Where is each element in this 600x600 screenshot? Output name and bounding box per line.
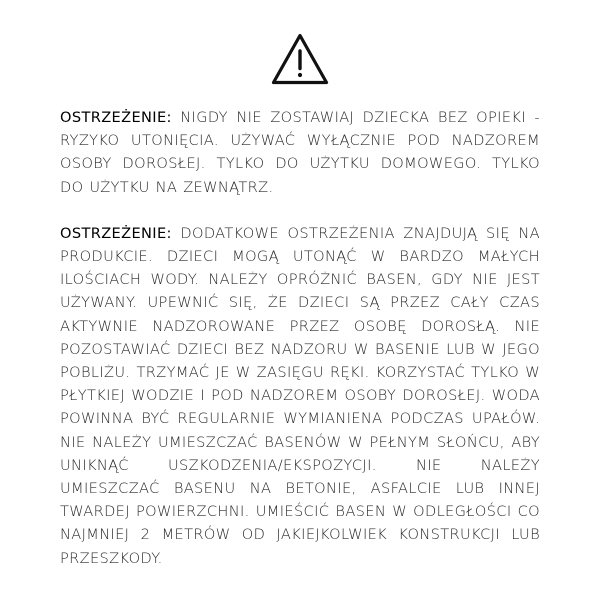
warning-paragraph-2 xyxy=(60,222,540,570)
warning-label: OSTRZEŻENIE: xyxy=(60,109,172,126)
warning-label: OSTRZEŻENIE: xyxy=(60,224,172,242)
warning-paragraph-1 xyxy=(60,106,540,199)
warning-text: NIGDY NIE ZOSTAWIAJ DZIECKA BEZ OPIEKI - RYZYKO UTONIĘCIA. UŻYWAĆ WYŁĄCZNIE POD NADZOREM OSOBY DOROSŁEJ. TYLKO DO UŻYTKU DOMOWEGO. TYLKO DO UŻYTKU NA ZEWNĄTRZ. xyxy=(60,109,540,196)
warning-text: DODATKOWE OSTRZEŻENIA ZNAJDUJĄ SIĘ NA PRODUKCIE. DZIECI MOGĄ UTONĄĆ W BARDZO MAŁYCH ILOŚCIACH WODY. NALEŻY OPRÓŻNIĆ BASEN, GDY NIE JEST UŻYWANY. UPEWNIĆ SIĘ, ŻE DZIECI SĄ PRZEZ CAŁY CZAS AKTYWNIE NADZOROWANE PRZEZ OSOBĘ DOROSŁĄ. NIE POZOSTAWIAĆ DZIECI BEZ NADZORU W BASENIE LUB W JEGO POBLIŻU. TRZYMAĆ JE W ZASIĘGU RĘKI. KORZYSTAĆ TYLKO W PŁYTKIEJ WODZIE I POD NADZOREM OSOBY DOROSŁEJ. WODA POWINNA BYĆ REGULARNIE WYMIANIENA PODCZAS UPAŁÓW. NIE NALEŻY UMIESZCZAĆ BASENÓW W PEŁNYM SŁOŃCU, ABY UNIKNĄĆ USZKODZENIA/EKSPOZYCJI. NIE NALEŻY UMIESZCZAĆ BASENU NA BETONIE, ASFALCIE LUB INNEJ TWARDEJ POWIERZCHNI. UMIEŚCIĆ BASEN W ODLEGŁOŚCI CO NAJMNIEJ 2 METRÓW OD JAKIEJKOLWIEK KONSTRUKCJI LUB PRZESZKODY. xyxy=(60,224,540,567)
warnings-container xyxy=(60,106,540,570)
warning-triangle-icon xyxy=(270,32,330,86)
